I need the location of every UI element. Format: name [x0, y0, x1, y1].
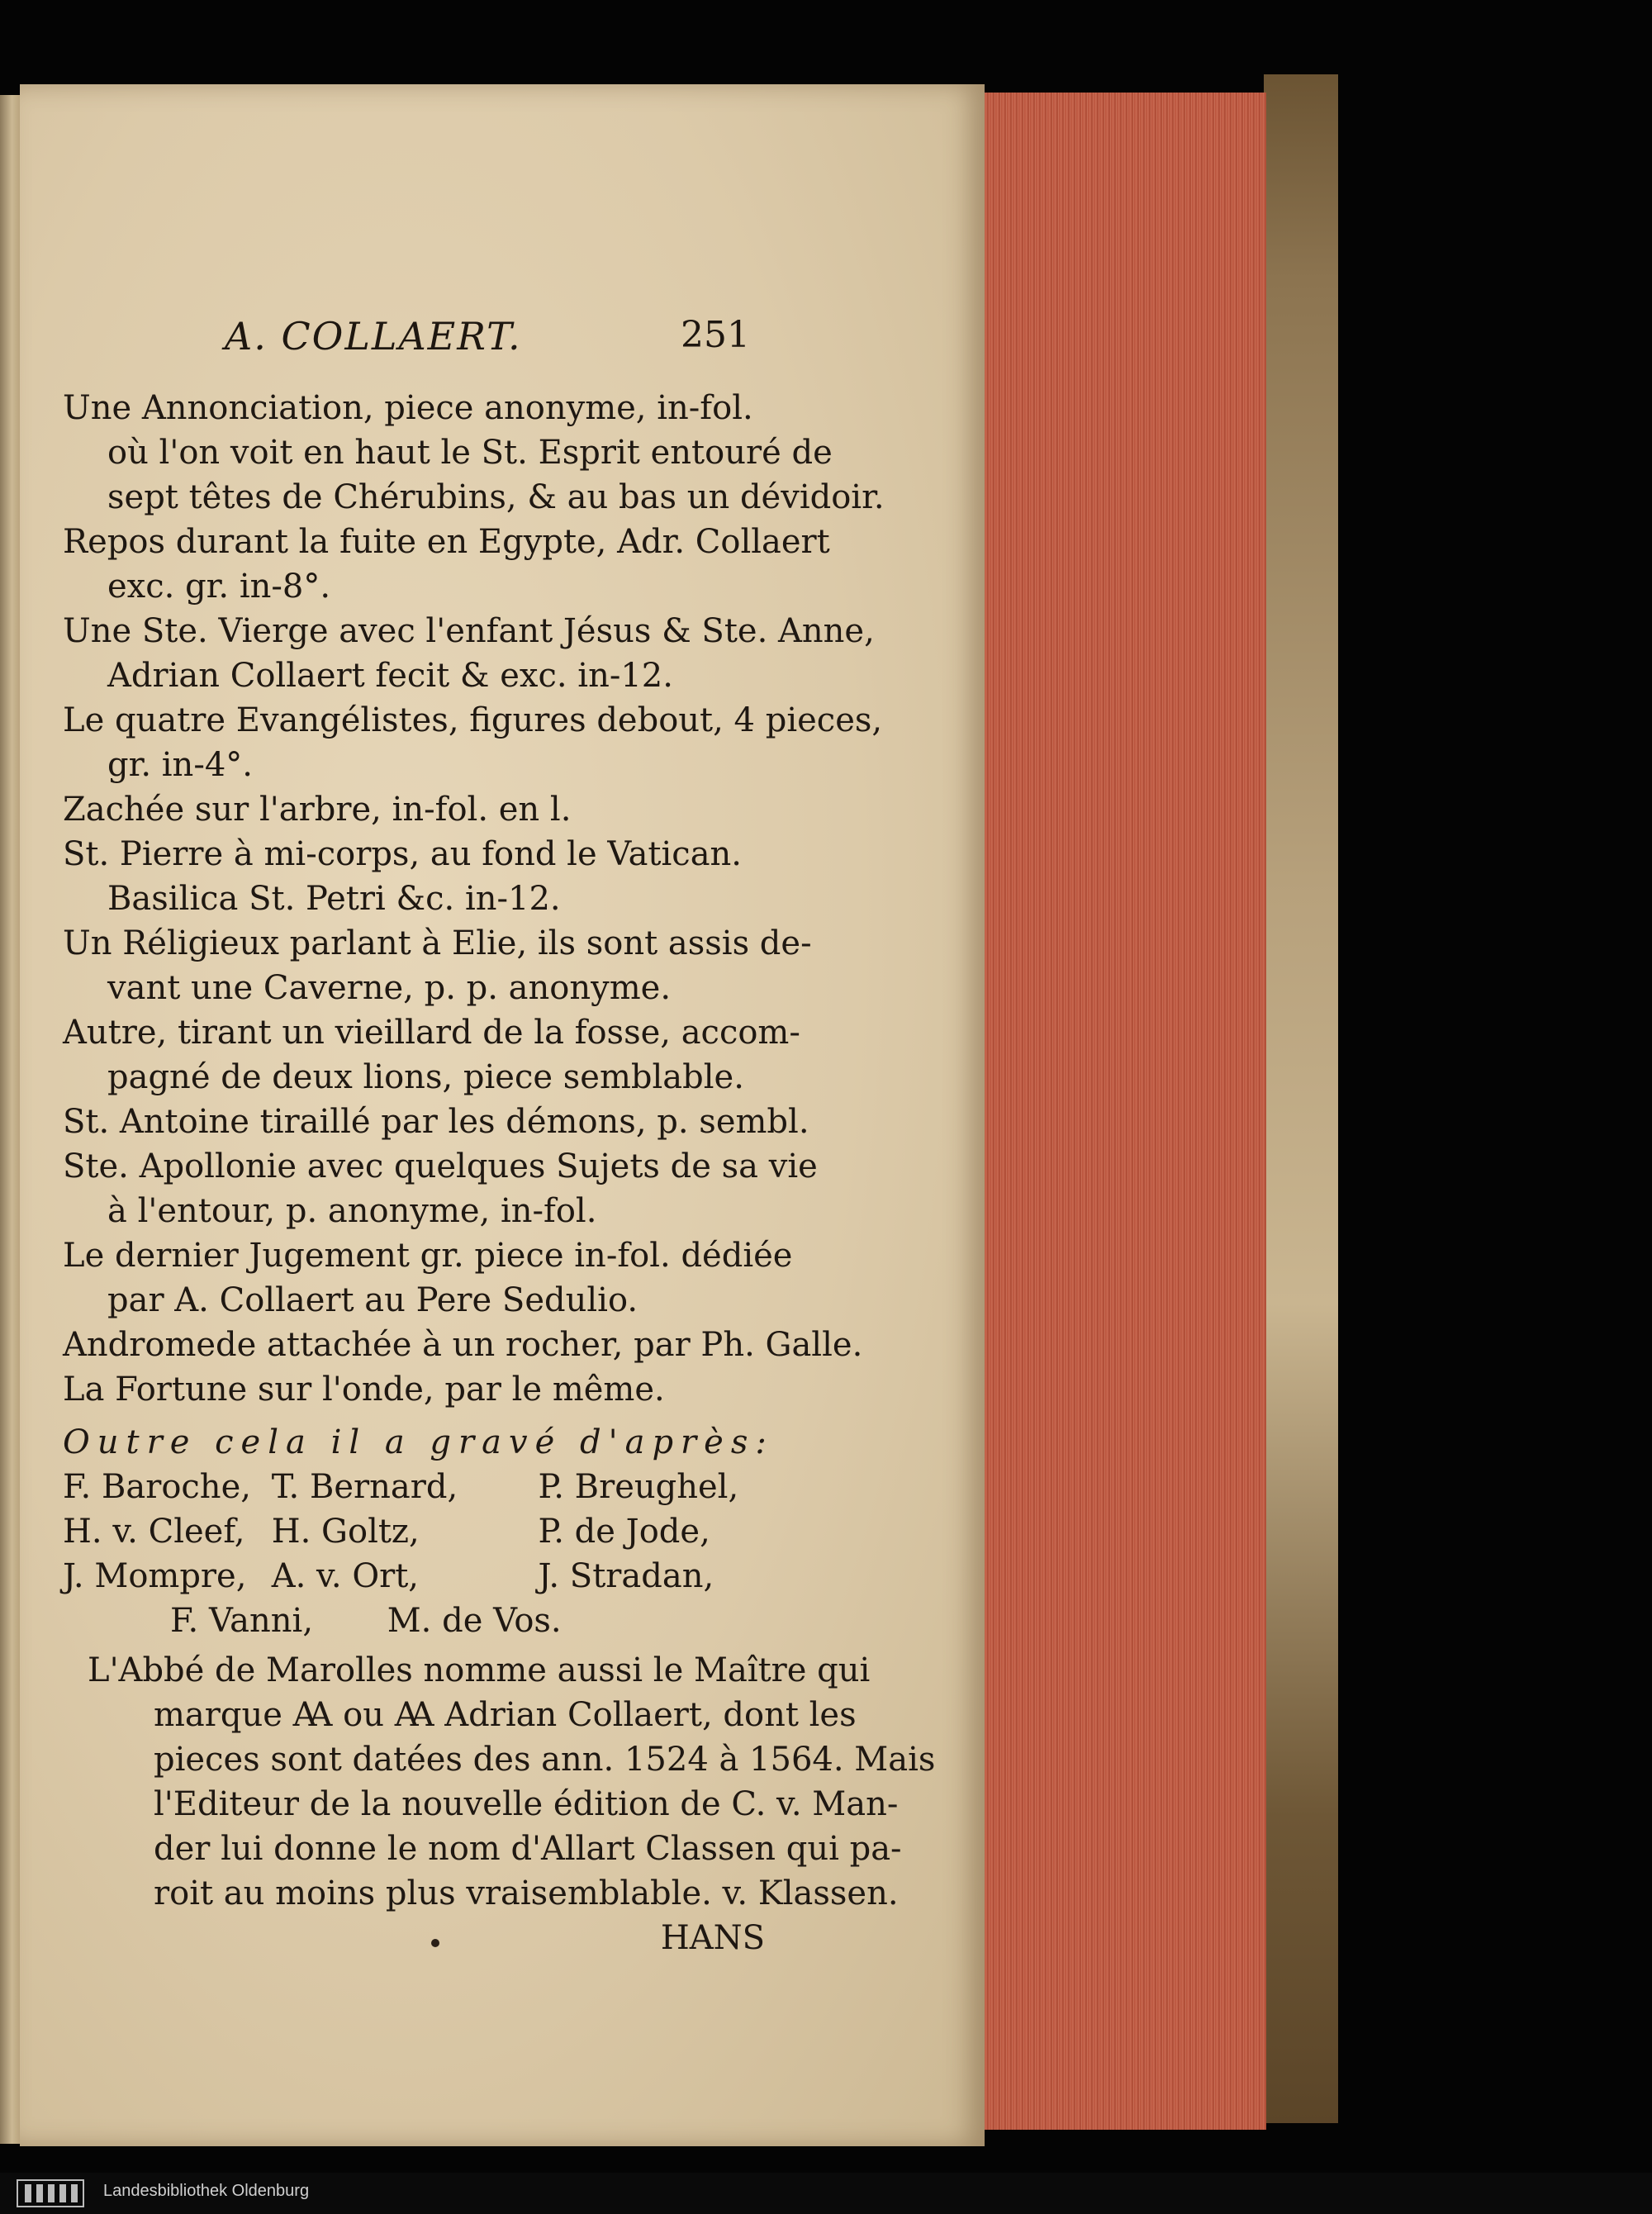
ink-dot [431, 1939, 439, 1947]
text-line: roit au moins plus vraisemblable. v. Klassen. [154, 1874, 899, 1912]
artist-row [63, 1509, 765, 1554]
artist-name: P. Breughel, [538, 1468, 739, 1506]
text-line: à l'entour, p. anonyme, in-fol. [107, 1192, 597, 1230]
text-line: marque Ꜳ ou Ꜳ Adrian Collaert, dont les [154, 1696, 857, 1734]
text-line: St. Pierre à mi-corps, au fond le Vatican. [63, 835, 743, 873]
artist-name: M. de Vos. [387, 1602, 562, 1640]
artist-name: J. Stradan, [538, 1557, 714, 1595]
text-line: Zachée sur l'arbre, in-fol. en l. [63, 791, 572, 829]
library-name: Landesbibliothek Oldenburg [103, 2182, 310, 2200]
text-line: Adrian Collaert fecit & exc. in-12. [107, 657, 673, 695]
running-head-title: A. COLLAERT. [225, 314, 522, 359]
text-line: par A. Collaert au Pere Sedulio. [107, 1281, 638, 1319]
text-line: Repos durant la fuite en Egypte, Adr. Collaert [63, 523, 830, 561]
text-line: Ste. Apollonie avec quelques Sujets de sa vie [63, 1147, 818, 1185]
text-line: vant une Caverne, p. p. anonyme. [107, 969, 672, 1007]
artist-name: H. Goltz, [271, 1513, 420, 1551]
artist-row [63, 1554, 765, 1599]
artist-name: P. de Jode, [538, 1513, 710, 1551]
page-block-red-edges [981, 93, 1266, 2130]
running-head [20, 314, 985, 363]
text-line: Un Réligieux parlant à Elie, ils sont assis de- [63, 924, 812, 962]
text-line: der lui donne le nom d'Allart Classen qui pa- [154, 1830, 902, 1868]
artist-row [63, 1465, 765, 1509]
text-line: où l'on voit en haut le St. Esprit entouré de [107, 434, 833, 472]
book-cover-edge [1264, 74, 1338, 2123]
text-line: Andromede attachée à un rocher, par Ph. Galle. [63, 1326, 863, 1364]
page-number: 251 [681, 314, 750, 356]
catchword: HANS [660, 1919, 765, 1957]
text-line: gr. in-4°. [107, 746, 253, 784]
text-line: Le quatre Evangélistes, figures debout, 4 pieces, [63, 701, 883, 739]
text-line: Une Ste. Vierge avec l'enfant Jésus & Ste. Anne, [63, 612, 875, 650]
text-line: St. Antoine tiraillé par les démons, p. sembl. [63, 1103, 809, 1141]
text-line: l'Editeur de la nouvelle édition de C. v. Man- [154, 1785, 899, 1823]
text-line: L'Abbé de Marolles nomme aussi le Maître qui [88, 1651, 871, 1689]
book-page [20, 84, 985, 2146]
artist-name: F. Baroche, [63, 1468, 251, 1506]
text-line: Le dernier Jugement gr. piece in-fol. dédiée [63, 1237, 793, 1275]
artist-name: J. Mompre, [63, 1557, 247, 1595]
previous-page-edge [0, 95, 20, 2144]
text-line: Autre, tirant un vieillard de la fosse, accom- [63, 1014, 800, 1052]
text-line: sept têtes de Chérubins, & au bas un dévidoir. [107, 478, 885, 516]
text-line: Basilica St. Petri &c. in-12. [107, 880, 561, 918]
text-line: Une Annonciation, piece anonyme, in-fol. [63, 389, 753, 427]
artist-row [63, 1599, 765, 1643]
section-heading: Outre cela il a gravé d'après: [63, 1423, 774, 1461]
footer-bar [0, 2173, 1652, 2214]
artist-name: H. v. Cleef, [63, 1513, 245, 1551]
artist-name: A. v. Ort, [271, 1557, 420, 1595]
text-line: pagné de deux lions, piece semblable. [107, 1058, 744, 1096]
artist-name: F. Vanni, [170, 1602, 314, 1640]
artist-name: T. Bernard, [271, 1468, 458, 1506]
text-line: La Fortune sur l'onde, par le même. [63, 1371, 665, 1409]
text-line: pieces sont datées des ann. 1524 à 1564. Mais [154, 1741, 936, 1779]
page-text [63, 386, 936, 1960]
library-logo-icon [17, 2179, 84, 2207]
text-line: exc. gr. in-8°. [107, 568, 331, 606]
